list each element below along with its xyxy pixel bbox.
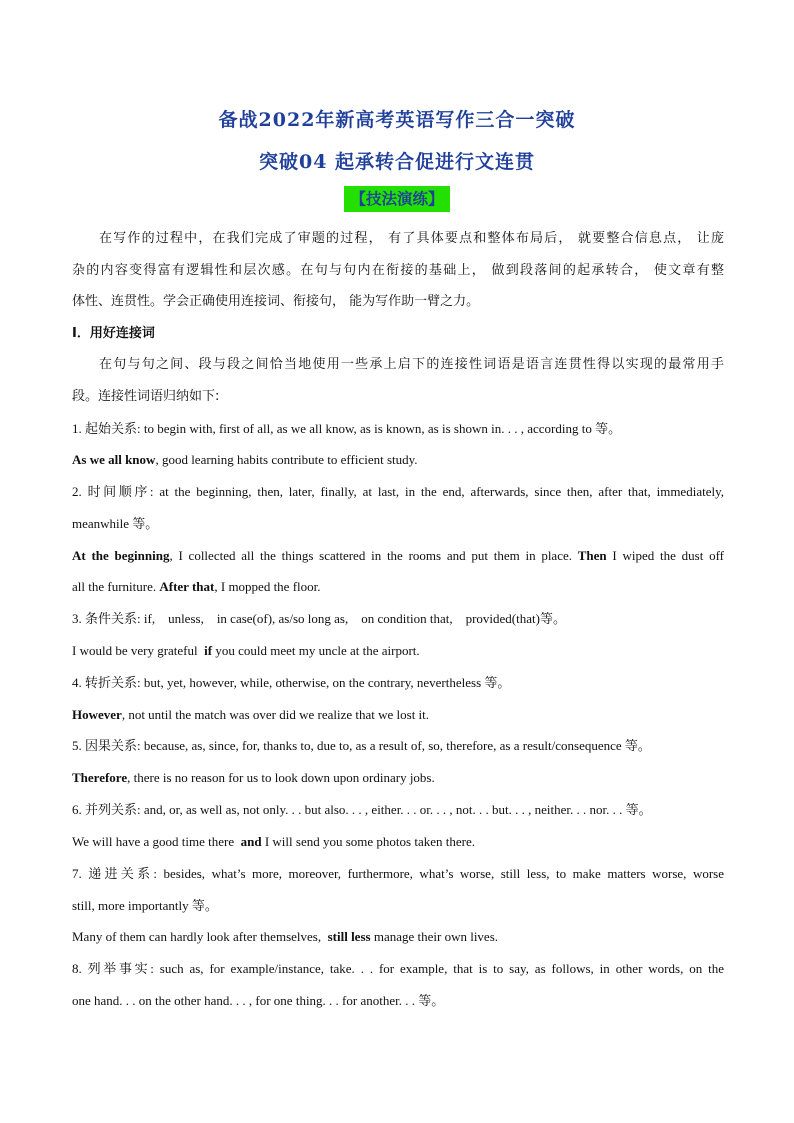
example-sentence-7 [72,929,724,945]
list-item-8-continued: one hand. . . on the other hand. . . , for one thing. . . for another. . . 等。 [72,993,445,1008]
list-item-8 [72,961,724,978]
example-sentence-2 [72,548,724,564]
section-intro-line-2: 段。连接性词语归纳如下: [72,389,220,404]
section-banner-wrap [0,186,794,212]
list-item-3 [72,611,724,628]
example-keyword: Then [577,548,607,563]
list-item-6 [72,802,724,819]
list-item-2-continued: meanwhile 等。 [72,516,159,531]
example-text: I would be very grateful [72,643,205,658]
example-keyword: At the beginning [72,548,170,563]
example-sentence-2-continued [72,579,724,595]
item-label: 因果关系 [85,739,138,754]
item-text: : but, yet, however, while, otherwise, on the contrary, nevertheless 等。 [137,675,511,690]
list-item-1 [72,421,724,438]
item-text: : to begin with, first of all, as we all know, as is known, as is shown in. . . , according to 等。 [137,421,622,436]
example-keyword: and [240,834,262,849]
item-label: 列举事实 [87,962,151,977]
item-label: 时间顺序 [87,485,150,500]
example-text: you could meet my uncle at the airport. [212,643,420,658]
example-text: I will send you some photos taken there. [261,834,475,849]
example-text: Many of them can hardly look after themselves, [72,929,328,944]
example-sentence-5 [72,770,724,786]
example-sentence-4 [72,707,724,723]
item-number: 8. [72,961,82,976]
item-number: 5. [72,738,82,753]
item-number: 4. [72,675,82,690]
item-number: 2. [72,484,82,499]
intro-line-2: 杂的内容变得富有逻辑性和层次感。在句与句内在衔接的基础上， 做到段落间的起承转合， 使文章有整 [72,263,724,278]
example-text: , good learning habits contribute to efficient study. [155,452,418,467]
item-label: 并列关系 [85,803,138,818]
section-heading: Ⅰ．用好连接词 [72,326,155,341]
list-item-4 [72,675,724,692]
list-item-7 [72,866,724,883]
item-text: : and, or, as well as, not only. . . but also. . . , either. . . or. . . , not. . . but. . . , neither. . . nor. . . 等。 [137,802,652,817]
example-text: manage their own lives. [370,929,499,944]
example-keyword: However [72,707,122,722]
item-number: 3. [72,611,82,626]
item-number: 7. [72,866,82,881]
item-text: : if, unless, in case(of), as/so long as, on condition that, provided(that)等。 [137,611,566,626]
example-keyword: After that [159,579,215,594]
section-banner: 【技法演练】 [344,186,449,212]
item-label: 起始关系 [85,422,138,437]
item-number: 6. [72,802,82,817]
example-text: , not until the match was over did we realize that we lost it. [121,707,430,722]
example-text: all the furniture. [72,579,160,594]
item-text: : at the beginning, then, later, finally, at last, in the end, afterwards, since then, after that, immediately, [149,484,724,499]
item-label: 转折关系 [85,676,138,691]
example-text: , I collected all the things scattered in the rooms and put them in place. [169,548,578,563]
item-number: 1. [72,421,82,436]
example-keyword: As we all know [72,452,156,467]
list-item-7-continued: still, more importantly 等。 [72,898,218,913]
item-label: 递进关系 [88,867,154,882]
item-text: : because, as, since, for, thanks to, due to, as a result of, so, therefore, as a result/consequence 等。 [137,738,651,753]
example-keyword: still less [327,929,371,944]
list-item-5 [72,738,724,755]
example-sentence-6 [72,834,724,850]
document-title: 备战2022年新高考英语写作三合一突破 [218,109,576,131]
section-intro-line-1: 在句与句之间、段与段之间恰当地使用一些承上启下的连接性词语是语言连贯性得以实现的最常用手 [99,357,724,372]
example-keyword: Therefore [72,770,128,785]
example-sentence-3 [72,643,724,659]
example-text: , there is no reason for us to look down upon ordinary jobs. [127,770,435,785]
example-text: , I mopped the floor. [214,579,321,594]
item-text: : besides, what’s more, moreover, furthermore, what’s worse, still less, to make matters worse, worse [153,866,724,881]
intro-line-3: 体性、连贯性。学会正确使用连接词、衔接句， 能为写作助一臂之力。 [72,294,480,309]
list-item-2 [72,484,724,501]
document-subtitle: 突破04 起承转合促进行文连贯 [258,151,536,173]
example-text: I wiped the dust off [606,548,724,563]
item-label: 条件关系 [85,612,138,627]
example-text: We will have a good time there [72,834,241,849]
item-text: : such as, for example/instance, take. . . for example, that is to say, as follows, in other words, on the [150,961,724,976]
example-sentence-1 [72,452,724,468]
example-keyword: if [204,643,213,658]
intro-line-1: 在写作的过程中，在我们完成了审题的过程， 有了具体要点和整体布局后， 就要整合信息点， 让庞 [99,231,724,246]
